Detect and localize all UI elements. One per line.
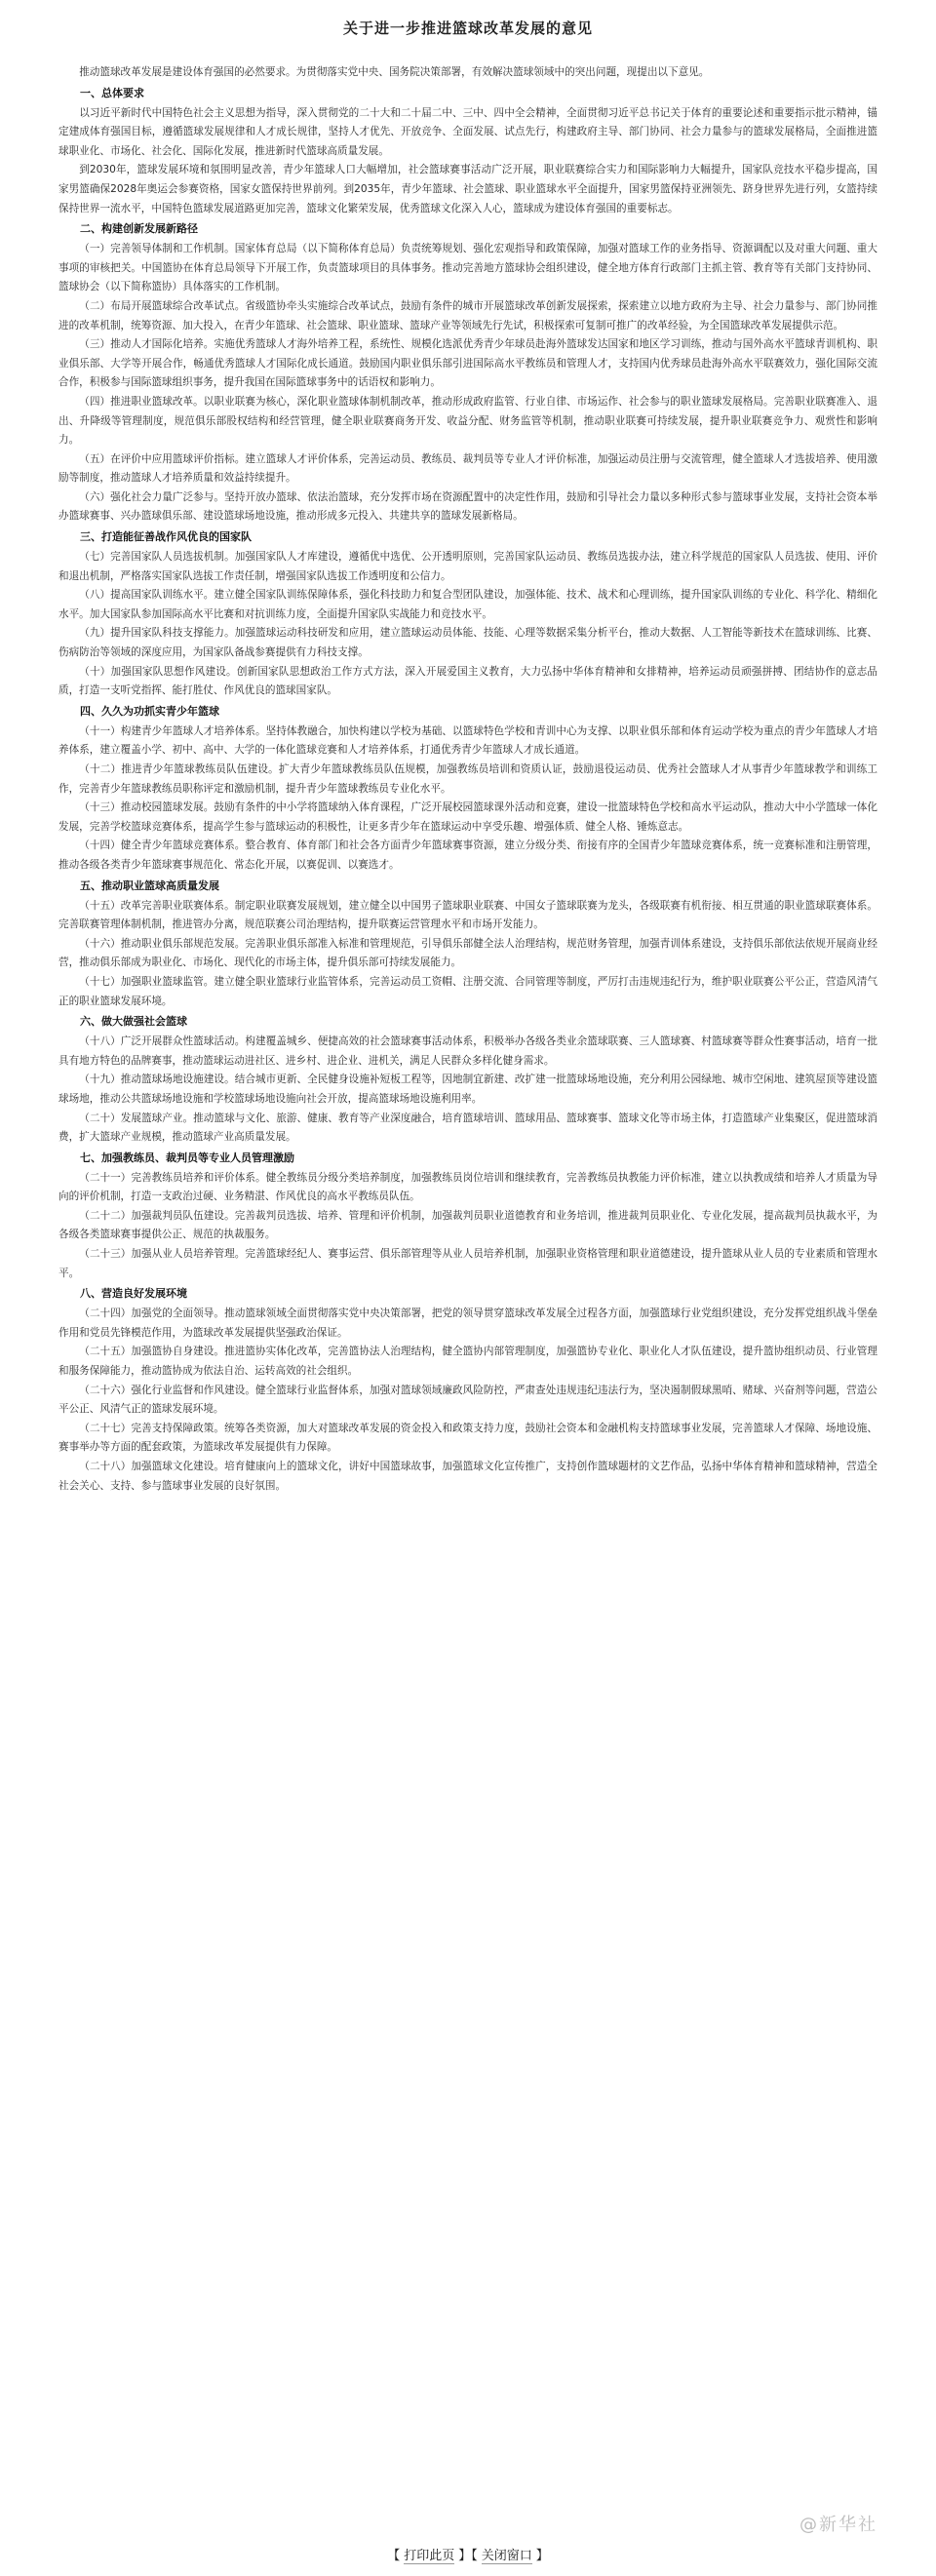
section-heading: 五、推动职业篮球高质量发展: [80, 878, 219, 892]
paragraph: （十三）推动校园篮球发展。鼓励有条件的中小学将篮球纳入体育课程，广泛开展校园篮球课外活动和竞赛，建设一批篮球特色学校和高水平运动队，推动大中小学篮球一体化发展，完善学校篮球竞赛体系，提高学生参与篮球运动的积极性，让更多青少年在篮球运动中享受乐趣、增强体质、健全人格、锤炼意志。: [58, 801, 878, 833]
section-heading: 一、总体要求: [80, 86, 144, 99]
paragraph: （七）完善国家队人员选拔机制。加强国家队人才库建设，遵循优中选优、公开透明原则，完善国家队运动员、教练员选拔办法，建立科学规范的国家队人员选拔、使用、评价和退出机制，严格落实国家队选拔工作责任制，增强国家队选拔工作透明度和公信力。: [58, 551, 878, 582]
section-heading: 四、久久为功抓实青少年篮球: [80, 704, 219, 718]
paragraph: （三）推动人才国际化培养。实施优秀篮球人才海外培养工程，系统性、规模化选派优秀青少年球员赴海外篮球发达国家和地区学习训练，推动与国外高水平篮球青训机构、职业俱乐部、大学等开展合作，畅通优秀篮球人才国际化成长通道。鼓励国内职业俱乐部引进国际高水平教练员和管理人才，支持国内优秀球员赴海外高水平联赛效力，强化国际交流合作，积极参与国际篮球组织事务，提升我国在国际篮球事务中的话语权和影响力。: [58, 338, 878, 389]
paragraph: （五）在评价中应用篮球评价指标。建立篮球人才评价体系，完善运动员、教练员、裁判员等专业人才评价标准，加强运动员注册与交流管理，健全篮球人才选拔培养、使用激励等制度，推动篮球人才培养质量和效益持续提升。: [58, 452, 878, 485]
paragraph: （二十三）加强从业人员培养管理。完善篮球经纪人、赛事运营、俱乐部管理等从业人员培养机制，加强职业资格管理和职业道德建设，提升篮球从业人员的专业素质和管理水平。: [58, 1248, 878, 1279]
paragraph: （一）完善领导体制和工作机制。国家体育总局（以下简称体育总局）负责统筹规划、强化宏观指导和政策保障，加强对篮球工作的业务指导、资源调配以及对重大问题、重大事项的审核把关。中国篮协在体育总局领导下开展工作，负责篮球项目的具体事务。推动完善地方篮球协会组织建设，健全地方体育行政部门主抓主管、教育等有关部门支持协同、篮球协会（以下简称篮协）具体落实的工作机制。: [58, 243, 878, 293]
paragraph: （八）提高国家队训练水平。建立健全国家队训练保障体系，强化科技助力和复合型团队建设，加强体能、技术、战术和心理训练，提升国家队训练的专业化、科学化、精细化水平。加大国家队参加国际高水平比赛和对抗训练力度，全面提升国家队实战能力和竞技水平。: [58, 589, 878, 620]
paragraph: （六）强化社会力量广泛参与。坚持开放办篮球、依法治篮球，充分发挥市场在资源配置中的决定性作用，鼓励和引导社会力量以多种形式参与篮球事业发展，支持社会资本举办篮球赛事、兴办篮球俱乐部、建设篮球场地设施，推动形成多元投入、共建共享的篮球发展新格局。: [58, 490, 878, 523]
paragraph: （二）布局开展篮球综合改革试点。省级篮协牵头实施综合改革试点，鼓励有条件的城市开展篮球改革创新发展探索，探索建立以地方政府为主导、社会力量参与、部门协同推进的改革机制，统筹资源、加大投入，在青少年篮球、社会篮球、职业篮球、篮球产业等领域先行先试，积极探索可复制可推广的改革经验，为全国篮球改革发展提供示范。: [58, 299, 878, 332]
paragraph: （四）推进职业篮球改革。以职业联赛为核心，深化职业篮球体制机制改革，推动形成政府监管、行业自律、市场运作、社会参与的职业篮球发展格局。完善职业联赛准入、退出、升降级等管理制度，规范俱乐部股权结构和经营管理，健全职业联赛商务开发、收益分配、财务监管等机制，推动职业联赛可持续发展，提升职业联赛竞争力、观赏性和影响力。: [58, 395, 878, 447]
section-heading: 六、做大做强社会篮球: [80, 1015, 187, 1029]
paragraph: 推动篮球改革发展是建设体育强国的必然要求。为贯彻落实党中央、国务院决策部署，有效解决篮球领域中的突出问题，现提出以下意见。: [79, 66, 710, 78]
paragraph: （十九）推动篮球场地设施建设。结合城市更新、全民健身设施补短板工程等，因地制宜新建、改扩建一批篮球场地设施，充分利用公园绿地、城市空闲地、建筑屋顶等建设篮球场地，推动公共篮球场地设施和学校篮球场地设施向社会开放，提高篮球场地设施利用率。: [58, 1073, 878, 1105]
footer-bracket-left: 【: [387, 2549, 401, 2563]
paragraph: （二十八）加强篮球文化建设。培育健康向上的篮球文化，讲好中国篮球故事，加强篮球文化宣传推广，支持创作篮球题材的文艺作品，弘扬中华体育精神和篮球精神，营造全社会关心、支持、参与篮球事业发展的良好氛围。: [58, 1461, 878, 1492]
paragraph: （二十二）加强裁判员队伍建设。完善裁判员选拔、培养、管理和评价机制，加强裁判员职业道德教育和业务培训，推进裁判员职业化、专业化发展，提高裁判员执裁水平，为各级各类篮球赛事提供公正、规范的执裁服务。: [58, 1209, 878, 1241]
document-title: 关于进一步推进篮球改革发展的意见: [342, 20, 593, 37]
paragraph: 到2030年，篮球发展环境和氛围明显改善，青少年篮球人口大幅增加，社会篮球赛事活动广泛开展，职业联赛综合实力和国际影响力大幅提升，国家队竞技水平稳步提高，国家男篮确保2028年奥运会参赛资格，国家女篮保持世界前列。到2035年，青少年篮球、社会篮球、职业篮球水平全面提升，国家男篮保持亚洲领先、跻身世界先进行列，女篮持续保持世界一流水平，中国特色篮球发展道路更加完善，篮球文化繁荣发展，优秀篮球文化深入人心，篮球成为建设体育强国的重要标志。: [58, 164, 878, 215]
print-page-link[interactable]: 打印此页: [404, 2549, 455, 2563]
section-heading: 七、加强教练员、裁判员等专业人员管理激励: [80, 1151, 294, 1164]
paragraph: （十六）推动职业俱乐部规范发展。完善职业俱乐部准入标准和管理规范，引导俱乐部健全法人治理结构，规范财务管理，加强青训体系建设，支持俱乐部依法依规开展商业经营，推动俱乐部成为职业化、市场化、现代化的市场主体，提升俱乐部可持续发展能力。: [58, 937, 878, 969]
paragraph: （二十五）加强篮协自身建设。推进篮协实体化改革，完善篮协法人治理结构，健全篮协内部管理制度，加强篮协专业化、职业化人才队伍建设，提升篮协组织动员、行业管理和服务保障能力，推动篮协成为依法自治、运转高效的社会组织。: [58, 1346, 878, 1378]
paragraph: （二十一）完善教练员培养和评价体系。健全教练员分级分类培养制度，加强教练员岗位培训和继续教育，完善教练员执教能力评价标准，建立以执教成绩和培养人才质量为导向的评价机制，打造一支政治过硬、业务精湛、作风优良的高水平教练员队伍。: [58, 1171, 878, 1203]
watermark: @新华社: [800, 2515, 878, 2535]
section-heading: 八、营造良好发展环境: [80, 1287, 187, 1301]
paragraph: （十二）推进青少年篮球教练员队伍建设。扩大青少年篮球教练员队伍规模，加强教练员培训和资质认证，鼓励退役运动员、优秀社会篮球人才从事青少年篮球教学和训练工作，完善青少年篮球教练员职称评定和激励机制，提升青少年篮球教练员专业化水平。: [58, 763, 878, 795]
paragraph: （十五）改革完善职业联赛体系。制定职业联赛发展规划，建立健全以中国男子篮球职业联赛、中国女子篮球联赛为龙头，各级联赛有机衔接、相互贯通的职业篮球联赛体系。完善联赛管理体制机制，推进管办分离，规范联赛公司治理结构，提升联赛运营管理水平和市场开发能力。: [58, 899, 878, 931]
paragraph: （二十七）完善支持保障政策。统筹各类资源，加大对篮球改革发展的资金投入和政策支持力度，鼓励社会资本和金融机构支持篮球事业发展，完善篮球人才保障、场地设施、赛事举办等方面的配套政策，为篮球改革发展提供有力保障。: [58, 1422, 878, 1454]
paragraph: （二十四）加强党的全面领导。推动篮球领域全面贯彻落实党中央决策部署，把党的领导贯穿篮球改革发展全过程各方面，加强篮球行业党组织建设，充分发挥党组织战斗堡垒作用和党员先锋模范作用，为篮球改革发展提供坚强政治保证。: [58, 1308, 878, 1339]
page-footer: [0, 2545, 936, 2563]
paragraph: （十一）构建青少年篮球人才培养体系。坚持体教融合，加快构建以学校为基础、以篮球特色学校和青训中心为支撑、以职业俱乐部和体育运动学校为重点的青少年篮球人才培养体系，建立覆盖小学、初中、高中、大学的一体化篮球竞赛和人才培养体系，打通优秀青少年篮球人才成长通道。: [58, 724, 878, 757]
paragraph: （十）加强国家队思想作风建设。创新国家队思想政治工作方式方法，深入开展爱国主义教育，大力弘扬中华体育精神和女排精神，培养运动员顽强拼搏、团结协作的意志品质，打造一支听党指挥、能打胜仗、作风优良的篮球国家队。: [58, 665, 878, 697]
paragraph: （十七）加强职业篮球监管。建立健全职业篮球行业监管体系，完善运动员工资帽、注册交流、合同管理等制度，严厉打击违规违纪行为，维护职业联赛公平公正，营造风清气正的职业篮球发展环境。: [58, 975, 878, 1007]
section-heading: 二、构建创新发展新路径: [80, 222, 198, 236]
section-heading: 三、打造能征善战作风优良的国家队: [80, 530, 252, 544]
paragraph: （二十六）强化行业监督和作风建设。健全篮球行业监督体系，加强对篮球领域廉政风险防控，严肃查处违规违纪违法行为，坚决遏制假球黑哨、赌球、兴奋剂等问题，营造公平公正、风清气正的篮球发展环境。: [58, 1384, 878, 1416]
close-window-link[interactable]: 关闭窗口: [481, 2549, 532, 2563]
footer-bracket-right: 】: [535, 2549, 549, 2563]
paragraph: 以习近平新时代中国特色社会主义思想为指导，深入贯彻党的二十大和二十届二中、三中、四中全会精神，全面贯彻习近平总书记关于体育的重要论述和重要指示批示精神，锚定建成体育强国目标，遵循篮球发展规律和人才成长规律，坚持人才优先、开放竞争、全面发展、试点先行，构建政府主导、部门协同、社会力量参与的篮球发展格局，全面推进篮球职业化、市场化、社会化、国际化发展，推进新时代篮球高质量发展。: [58, 106, 878, 157]
paragraph: （九）提升国家队科技支撑能力。加强篮球运动科技研发和应用，建立篮球运动员体能、技能、心理等数据采集分析平台，推动大数据、人工智能等新技术在篮球训练、比赛、伤病防治等领域的深度应用，为国家队备战参赛提供有力科技支撑。: [58, 627, 878, 659]
document-body: [58, 63, 878, 1496]
paragraph: （十四）健全青少年篮球竞赛体系。整合教育、体育部门和社会各方面青少年篮球赛事资源，建立分级分类、衔接有序的全国青少年篮球竞赛体系，统一竞赛标准和注册管理，推动各级各类青少年篮球赛事规范化、常态化开展，以赛促训、以赛选才。: [58, 839, 878, 871]
footer-bracket-mid: 】【: [458, 2549, 478, 2563]
paragraph: （十八）广泛开展群众性篮球活动。构建覆盖城乡、便捷高效的社会篮球赛事活动体系，积极举办各级各类业余篮球联赛、三人篮球赛、村篮球赛等群众性赛事活动，培育一批具有地方特色的品牌赛事，推动篮球运动进社区、进乡村、进企业、进机关，满足人民群众多样化健身需求。: [58, 1035, 878, 1067]
paragraph: （二十）发展篮球产业。推动篮球与文化、旅游、健康、教育等产业深度融合，培育篮球培训、篮球用品、篮球赛事、篮球文化等市场主体，打造篮球产业集聚区，促进篮球消费，扩大篮球产业规模，推动篮球产业高质量发展。: [58, 1112, 878, 1144]
